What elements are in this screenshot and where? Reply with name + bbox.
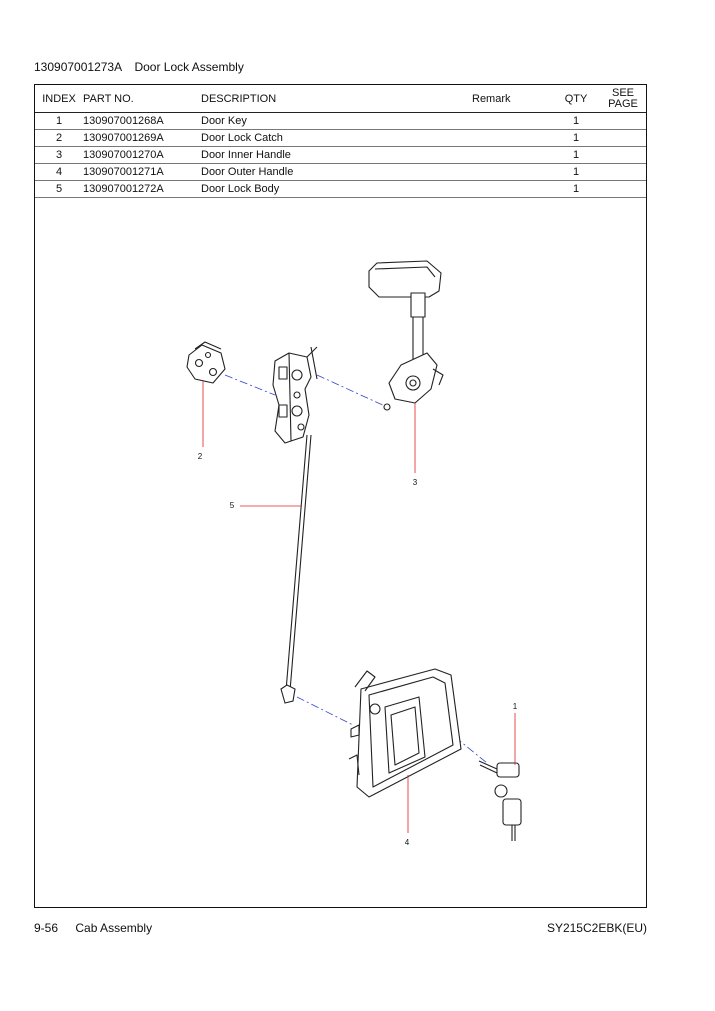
row-index: 3 bbox=[35, 147, 83, 164]
col-index: INDEX bbox=[35, 85, 83, 113]
row-description: Door Outer Handle bbox=[201, 164, 472, 181]
row-qty: 1 bbox=[552, 130, 600, 147]
row-part-no: 130907001269A bbox=[83, 130, 201, 147]
page-number: 9-56 bbox=[34, 921, 59, 935]
row-description: Door Lock Catch bbox=[201, 130, 472, 147]
page-footer-left bbox=[34, 921, 152, 935]
exploded-view-diagram bbox=[35, 85, 645, 906]
row-index: 5 bbox=[35, 181, 83, 198]
row-description: Door Lock Body bbox=[201, 181, 472, 198]
door-lock-catch-drawing bbox=[187, 342, 225, 383]
door-lock-rod-drawing bbox=[281, 435, 311, 703]
row-index: 1 bbox=[35, 113, 83, 130]
door-key-drawing bbox=[479, 761, 521, 841]
callout-5: 5 bbox=[229, 501, 235, 510]
center-line-inner-handle bbox=[317, 375, 387, 407]
model-code: SY215C2EBK(EU) bbox=[546, 921, 647, 935]
page-header bbox=[34, 60, 244, 74]
row-description: Door Key bbox=[201, 113, 472, 130]
col-qty: QTY bbox=[552, 85, 600, 113]
door-outer-handle-drawing bbox=[349, 669, 461, 797]
row-index: 2 bbox=[35, 130, 83, 147]
row-qty: 1 bbox=[552, 147, 600, 164]
callout-3: 3 bbox=[412, 478, 418, 487]
col-page-label: PAGE bbox=[608, 97, 638, 110]
callout-1: 1 bbox=[512, 702, 518, 711]
center-line-catch bbox=[225, 375, 275, 395]
col-description: DESCRIPTION bbox=[201, 85, 472, 113]
col-remark: Remark bbox=[472, 85, 552, 113]
row-part-no: 130907001271A bbox=[83, 164, 201, 181]
row-qty: 1 bbox=[552, 164, 600, 181]
col-part-no: PART NO. bbox=[83, 85, 201, 113]
row-qty: 1 bbox=[552, 113, 600, 130]
col-see-label: SEE bbox=[611, 86, 634, 99]
assembly-code: 130907001273A bbox=[34, 60, 123, 74]
row-qty: 1 bbox=[552, 181, 600, 198]
row-index: 4 bbox=[35, 164, 83, 181]
row-part-no: 130907001270A bbox=[83, 147, 201, 164]
row-description: Door Inner Handle bbox=[201, 147, 472, 164]
door-lock-body-drawing bbox=[273, 347, 317, 443]
parts-frame bbox=[34, 84, 647, 908]
row-part-no: 130907001272A bbox=[83, 181, 201, 198]
door-inner-handle-drawing bbox=[369, 261, 443, 410]
center-line-rod bbox=[297, 697, 353, 725]
assembly-name: Door Lock Assembly bbox=[134, 60, 244, 74]
callout-4: 4 bbox=[404, 838, 410, 847]
row-part-no: 130907001268A bbox=[83, 113, 201, 130]
callout-2: 2 bbox=[197, 452, 203, 461]
section-name: Cab Assembly bbox=[75, 921, 153, 935]
